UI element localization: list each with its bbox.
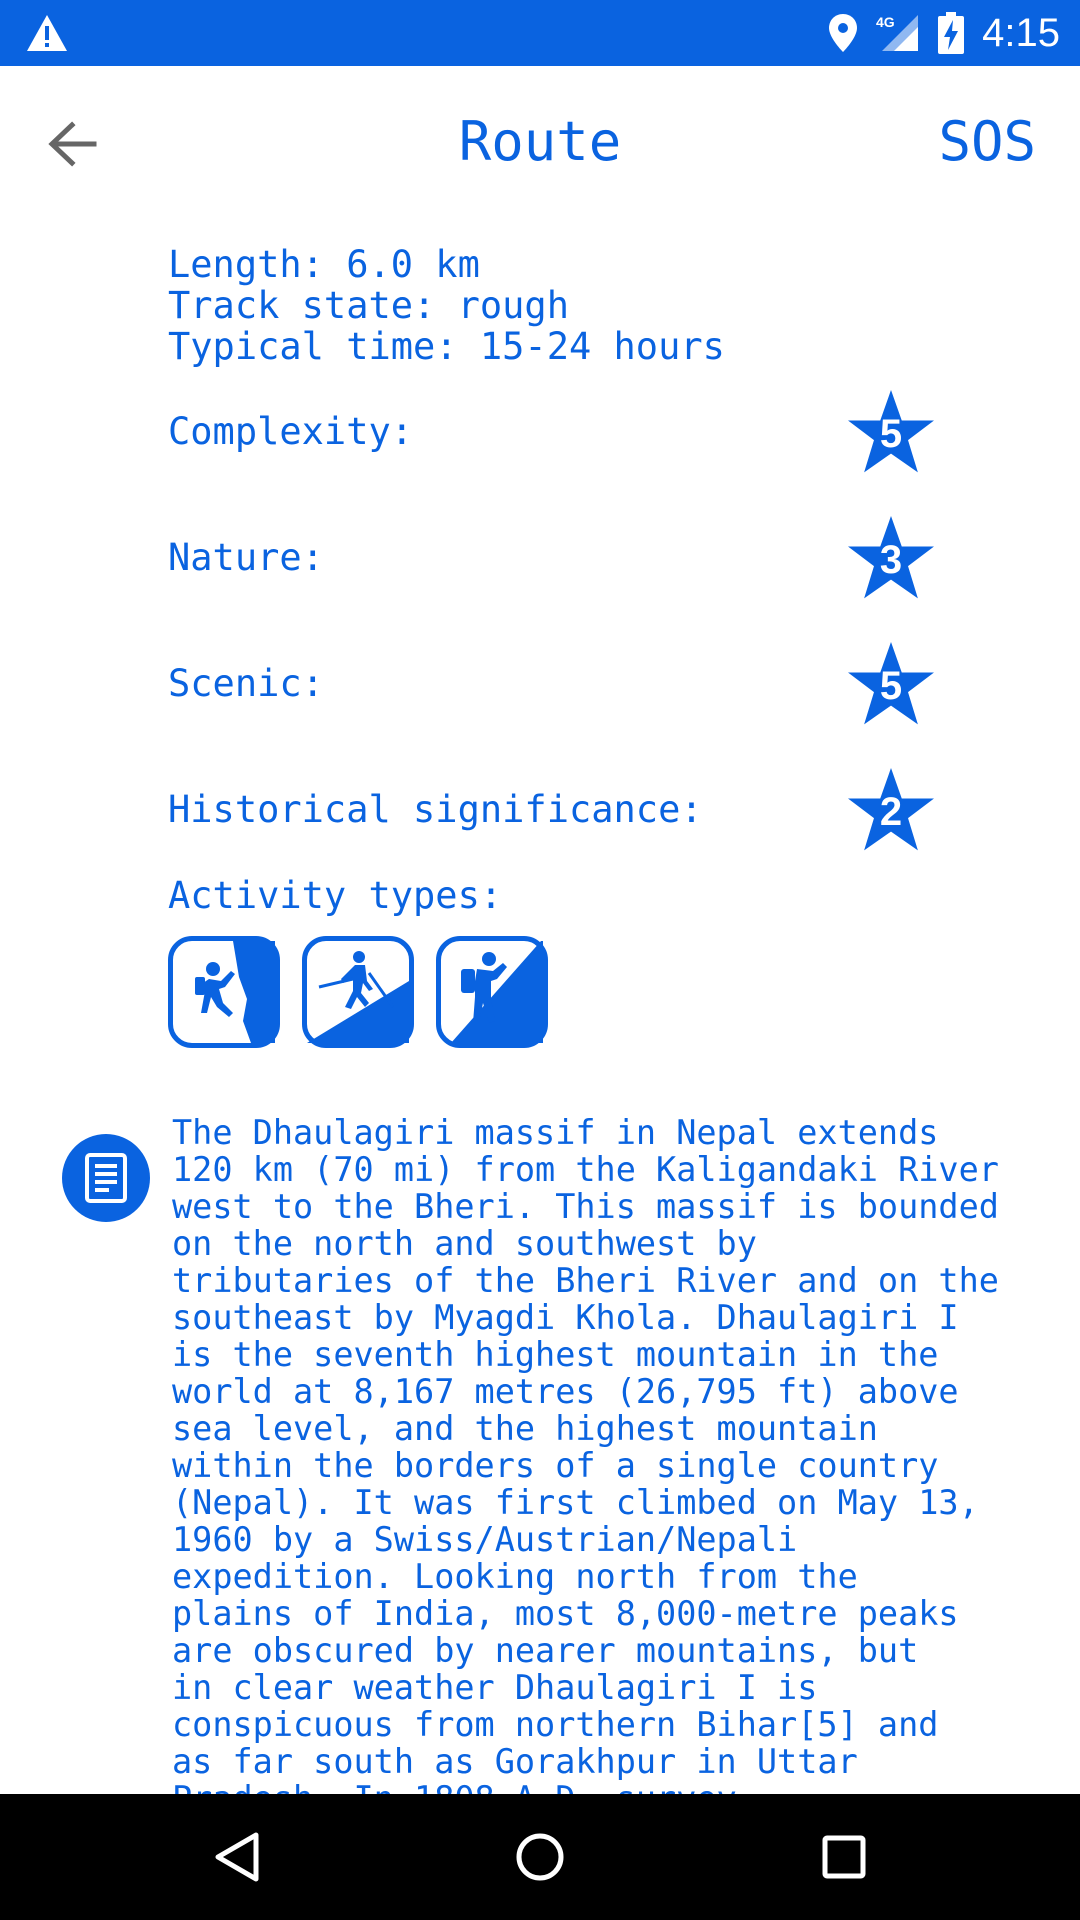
complexity-rating <box>846 390 936 476</box>
square-recents-icon <box>822 1835 866 1879</box>
route-length: Length: 6.0 km <box>168 243 480 286</box>
nav-back-button[interactable] <box>204 1824 270 1890</box>
rock-climbing-icon <box>173 941 275 1043</box>
signal-icon <box>876 13 920 53</box>
complexity-value: 5 <box>879 412 903 456</box>
status-time: 4:15 <box>982 10 1060 55</box>
route-details <box>0 214 1080 1794</box>
warning-icon <box>26 14 68 52</box>
network-type-label: 4G <box>876 14 895 30</box>
historical-significance-label: Historical significance: <box>168 788 703 831</box>
description-icon <box>62 1134 150 1222</box>
nav-recents-button[interactable] <box>811 1824 877 1890</box>
historical-significance-value: 2 <box>879 790 903 834</box>
route-description: The Dhaulagiri massif in Nepal extends 120 km (70 mi) from the Kaligandaki River west to the Bheri. This massif is bounded on the north and southwest by tributaries of the Bheri River and on the southeast by Myagdi Khola. Dhaulagiri I is the seventh highest mountain in the world at 8,167 metres (26,795 ft) above sea level, and the highest mountain within the borders of a single country (Nepal). It was first climbed on May 13, 1960 by a Swiss/Austrian/Nepali expedition. Looking north from the plains of India, most 8,000-metre peaks are obscured by nearer mountains, but in clear weather Dhaulagiri I is conspicuous from northern Bihar[5] and as far south as Gorakhpur in Uttar <box>172 1113 999 1781</box>
scenic-label: Scenic: <box>168 662 324 705</box>
scenic-rating <box>846 642 936 728</box>
sos-button[interactable]: SOS <box>938 110 1036 173</box>
nature-rating <box>846 516 936 602</box>
historical-significance-rating <box>846 768 936 854</box>
activity-hiking[interactable] <box>302 936 414 1048</box>
activity-rock-climbing[interactable] <box>168 936 280 1048</box>
nav-home-button[interactable] <box>507 1824 573 1890</box>
triangle-back-icon <box>214 1832 260 1882</box>
nature-value: 3 <box>879 538 903 582</box>
nature-label: Nature: <box>168 536 324 579</box>
document-icon <box>84 1152 128 1204</box>
status-bar <box>0 0 1080 66</box>
location-icon <box>828 13 858 53</box>
navigation-bar <box>0 1794 1080 1920</box>
app-bar <box>0 66 1080 214</box>
circle-home-icon <box>515 1832 565 1882</box>
hiking-icon <box>307 941 409 1043</box>
battery-charging-icon <box>938 12 964 54</box>
route-track-state: Track state: rough <box>168 284 569 327</box>
page-title: Route <box>458 110 622 173</box>
route-typical-time: Typical time: 15-24 hours <box>168 325 725 368</box>
mountaineering-icon <box>441 941 543 1043</box>
activity-types-label: Activity types: <box>168 874 503 917</box>
activity-mountaineering[interactable] <box>436 936 548 1048</box>
complexity-label: Complexity: <box>168 410 414 453</box>
scenic-value: 5 <box>879 664 903 708</box>
